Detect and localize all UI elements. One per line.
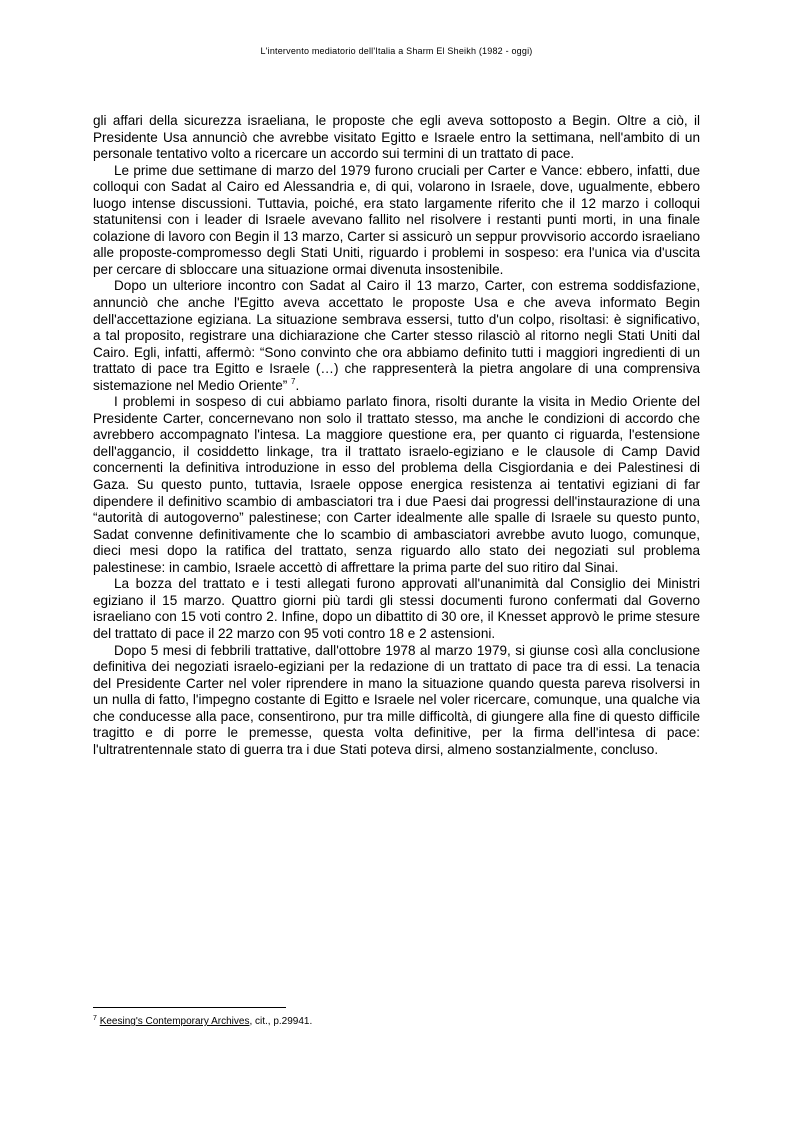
running-header: L'intervento mediatorio dell'Italia a Sharm El Sheikh (1982 - oggi) bbox=[260, 46, 533, 56]
paragraph-5: La bozza del trattato e i testi allegati furono approvati all'unanimità dal Consiglio dei Ministri egiziano il 15 marzo. Quattro giorni più tardi gli stessi documenti furono confermati dal Governo israeliano con 15 voti contro 2. Infine, dopo un dibattito di 30 ore, il Knesset approvò le prime stesure del trattato di pace il 22 marzo con 95 voti contro 18 e 2 astensioni. bbox=[93, 576, 700, 641]
footnote-separator bbox=[93, 1007, 286, 1008]
paragraph-6: Dopo 5 mesi di febbrili trattative, dall'ottobre 1978 al marzo 1979, si giunse così alla conclusione definitiva dei negoziati israelo-egiziani per la redazione di un trattato di pace tra di essi. La tenacia del Presidente Carter nel voler riprendere in mano la situazione quando questa pareva risolversi in un nulla di fatto, l'impegno costante di Egitto e Israele nel voler ricercare, comunque, una qualche via che conducesse alla pace, consentirono, pur tra mille difficoltà, di giungere alla fine di questo difficile tragitto e di porre le premesse, questa volta definitive, per la firma dell'intesa di pace: l'ultratrentennale stato di guerra tra i due Stati poteva dirsi, almeno sostanzialmente, concluso. bbox=[93, 642, 700, 757]
paragraph-2: Le prime due settimane di marzo del 1979 furono cruciali per Carter e Vance: ebbero, infatti, due colloqui con Sadat al Cairo ed Alessandria e, di qui, volarono in Israele, dove, ugualmente, ebbero luogo intense discussioni. Tuttavia, poiché, era stato largamente riferito che il 12 marzo i colloqui statunitensi con i leader di Israele avevano fallito nel risolvere i restanti punti morti, in una finale colazione di lavoro con Begin il 13 marzo, Carter si assicurò un seppur provvisorio accordo israeliano alle proposte-compromesso degli Stati Uniti, riguardo i problemi in sospeso: era l'unica via d'uscita per cercare di sbloccare una situazione ormai divenuta insostenibile. bbox=[93, 162, 700, 277]
paragraph-3 bbox=[93, 278, 700, 394]
paragraph-3-end: . bbox=[295, 377, 300, 393]
footnote-ref-7[interactable]: 7 bbox=[291, 376, 296, 386]
body-text bbox=[93, 113, 700, 758]
paragraph-1: gli affari della sicurezza israeliana, le proposte che egli aveva sottoposto a Begin. Oltre a ciò, il Presidente Usa annunciò che avrebbe visitato Egitto e Israele entro la settimana, nell'ambito di un personale tentativo volto a ricercare un accordo sui termini di un trattato di pace. bbox=[93, 113, 700, 162]
paragraph-4: I problemi in sospeso di cui abbiamo parlato finora, risolti durante la visita in Medio Oriente del Presidente Carter, concernevano non solo il trattato stesso, ma anche le condizioni di accordo che avrebbero accompagnato l'intesa. La maggiore questione era, per quanto ci riguarda, l'estensione dell'aggancio, il cosiddetto linkage, tra il trattato israelo-egiziano e le clausole di Camp David concernenti la definitiva introduzione in esso del problema della Cisgiordania e dei Palestinesi di Gaza. Su questo punto, tuttavia, Israele oppose energica resistenza ai tentativi egiziani di far dipendere il definitivo scambio di ambasciatori tra i due Paesi dai progressi dell'instaurazione di una “autorità di autogoverno” palestinese; con Carter idealmente alle spalle di Israele su questo punto, Sadat convenne definitivamente che lo scambio di ambasciatori avrebbe avuto luogo, comunque, dieci mesi dopo la ratifica del trattato, senza riguardo allo stato dei negoziati sul problema palestinese: in cambio, Israele accettò di affrettare la prima parte del suo ritiro dal Sinai. bbox=[93, 394, 700, 575]
footnote-citation: , cit., p.29941. bbox=[249, 1016, 313, 1027]
footnote-7 bbox=[93, 1015, 700, 1028]
paragraph-3-text: Dopo un ulteriore incontro con Sadat al Cairo il 13 marzo, Carter, con estrema soddisfazione, annunciò che anche l'Egitto aveva accettato le proposte Usa e che aveva informato Begin dell'accettazione egiziana. La situazione sembrava essersi, tutto d'un colpo, risoltasi: è significativo, a tal proposito, registrare una dichiarazione che Carter stesso rilasciò al ritorno negli Stati Uniti dal Cairo. Egli, infatti, affermò: “Sono convinto che ora abbiamo definito tutti i maggiori ingredienti di un trattato di pace tra Egitto e Israele (…) che rappresenterà la pietra angolare di una comprensiva sistemazione nel Medio Oriente” bbox=[93, 278, 700, 393]
footnote-number: 7 bbox=[93, 1015, 97, 1022]
footnote-source-title: Keesing's Contemporary Archives bbox=[99, 1016, 250, 1027]
